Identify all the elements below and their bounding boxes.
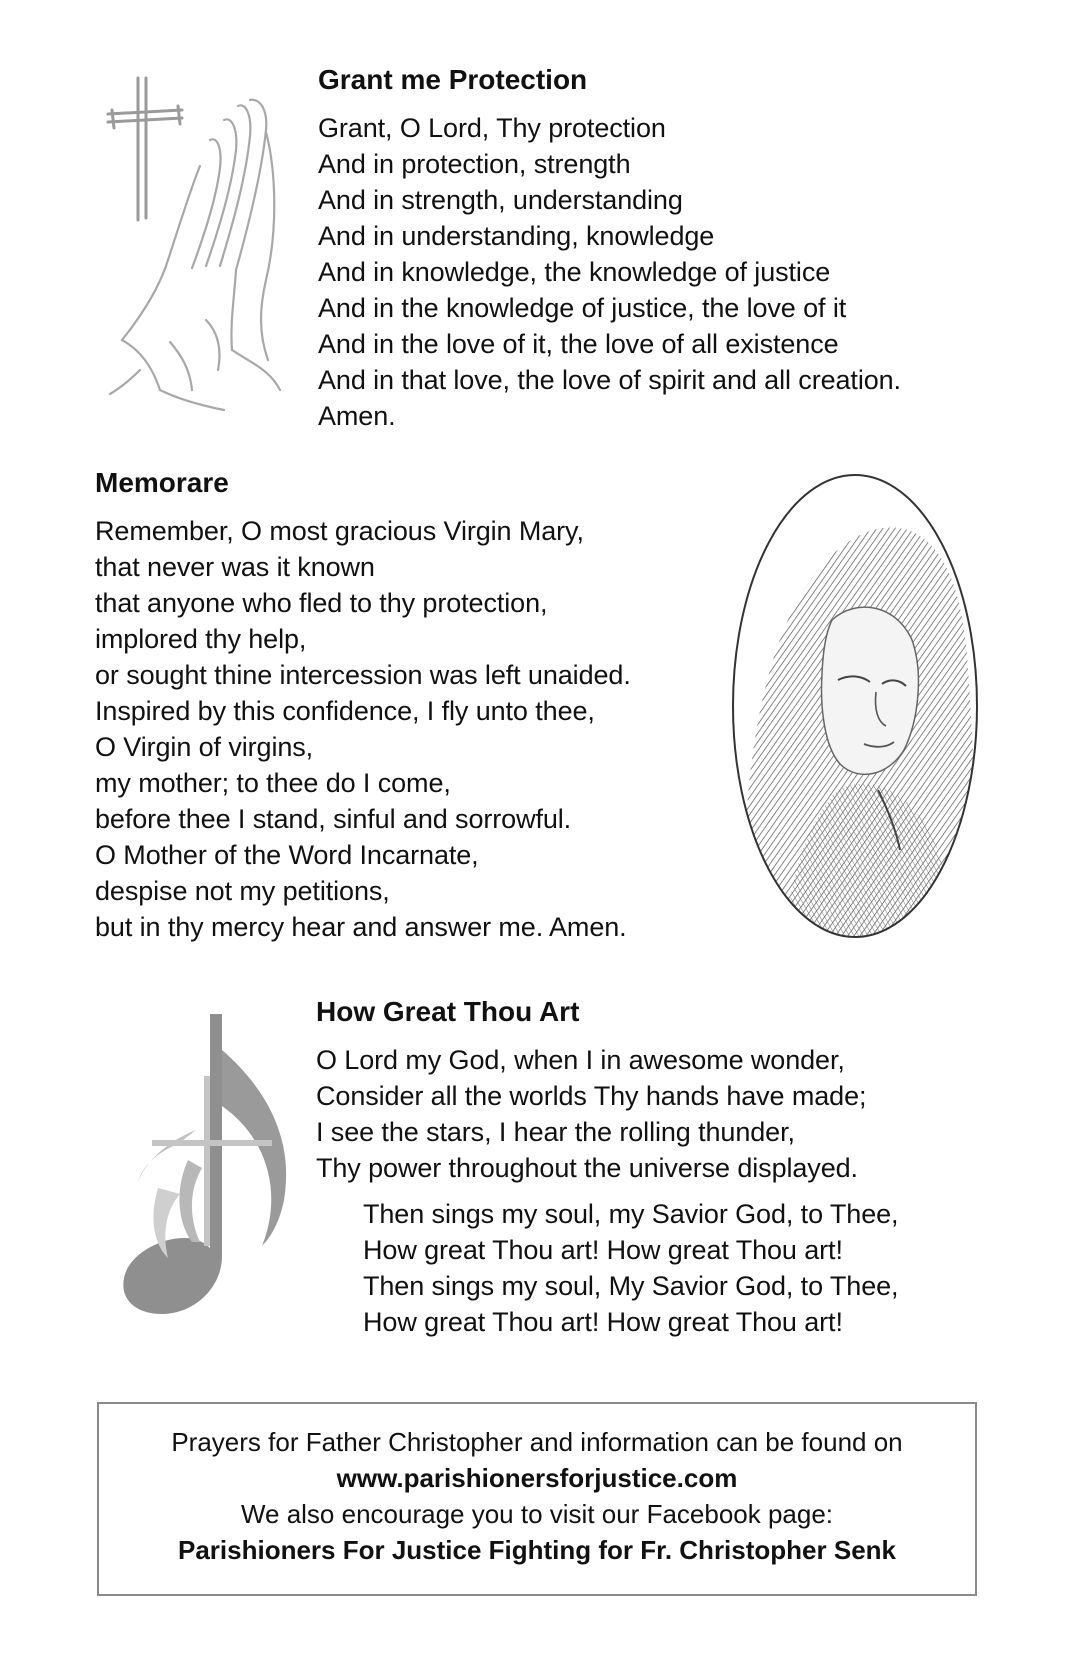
memorare-prayer [95,513,631,945]
hymn-line: O Lord my God, when I in awesome wonder, [316,1045,845,1075]
prayer-line: And in the love of it, the love of all existence [318,329,839,359]
prayer-line: Amen. [318,401,396,431]
virgin-mary-portrait-image [728,470,983,942]
hymn-line: How great Thou art! How great Thou art! [363,1307,843,1337]
prayer-line: despise not my petitions, [95,876,390,906]
website-link[interactable]: www.parishionersforjustice.com [336,1463,738,1493]
prayer-line: And in the knowledge of justice, the love of it [318,293,847,323]
prayer-line: Remember, O most gracious Virgin Mary, [95,516,584,546]
hymn-line: Then sings my soul, My Savior God, to Thee, [363,1271,899,1301]
info-line: Prayers for Father Christopher and information can be found on [171,1427,903,1457]
hymn-line: Then sings my soul, my Savior God, to Thee, [363,1199,899,1229]
memorare-title: Memorare [95,467,229,498]
prayer-line: implored thy help, [95,624,307,654]
prayer-line: or sought thine intercession was left unaided. [95,660,631,690]
prayer-line: And in that love, the love of spirit and all creation. [318,365,901,395]
hymn-refrain [363,1196,898,1340]
prayer-line: And in protection, strength [318,149,631,179]
hymn-line: I see the stars, I hear the rolling thunder, [316,1117,795,1147]
grant-me-protection-prayer [318,110,901,434]
prayer-line: but in thy mercy hear and answer me. Amen. [95,912,627,942]
prayer-line: Grant, O Lord, Thy protection [318,113,666,143]
prayer-line: that anyone who fled to thy protection, [95,588,548,618]
music-note-cross-icon [118,1010,293,1315]
prayer-line: And in knowledge, the knowledge of justice [318,257,831,287]
prayer-line: Inspired by this confidence, I fly unto thee, [95,696,595,726]
prayer-line: And in strength, understanding [318,185,683,215]
grant-me-protection-title: Grant me Protection [318,64,588,95]
prayer-line: before thee I stand, sinful and sorrowful. [95,804,572,834]
hymn-line: How great Thou art! How great Thou art! [363,1235,843,1265]
prayer-line: O Mother of the Word Incarnate, [95,840,479,870]
how-great-thou-art-title: How Great Thou Art [316,996,580,1027]
facebook-page-name[interactable]: Parishioners For Justice Fighting for Fr. Christopher Senk [177,1535,896,1565]
prayer-line: And in understanding, knowledge [318,221,715,251]
praying-hands-cross-icon [100,70,290,420]
hymn-verse [316,1042,866,1186]
hymn-line: Thy power throughout the universe displayed. [316,1153,858,1183]
prayer-line: O Virgin of virgins, [95,732,314,762]
prayer-line: that never was it known [95,552,375,582]
info-box [97,1402,977,1596]
prayer-line: my mother; to thee do I come, [95,768,451,798]
info-line: We also encourage you to visit our Facebook page: [240,1499,834,1529]
hymn-line: Consider all the worlds Thy hands have made; [316,1081,867,1111]
